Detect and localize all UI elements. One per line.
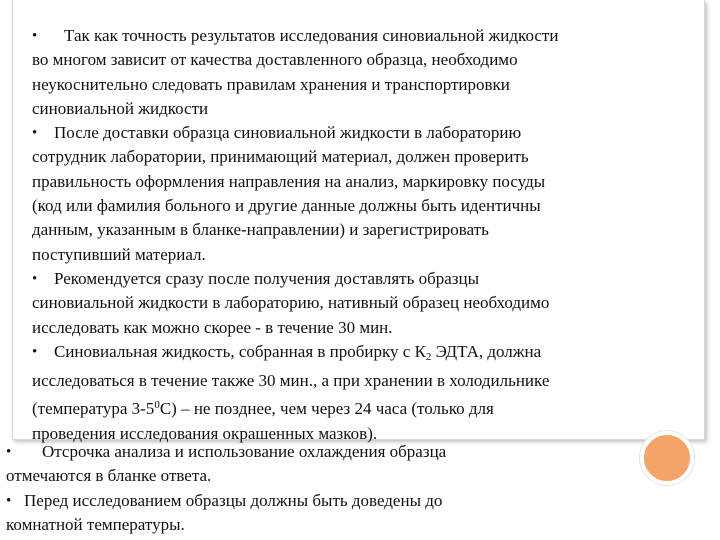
subscript: 2: [425, 350, 432, 363]
decorative-circle: [640, 431, 694, 485]
text-line: отмечаются в бланке ответа.: [6, 466, 212, 486]
text-line: исследовать как можно скорее - в течение 30 мин.: [32, 317, 393, 337]
text-line: данным, указанным в бланке-направлении) и зарегистрировать: [32, 220, 489, 240]
bullet-2: •: [32, 125, 38, 142]
text-line: Отсрочка анализа и использование охлаждения образца: [42, 442, 447, 461]
paragraph-6: [6, 489, 626, 538]
text-line: Перед исследованием образцы должны быть доведены до: [24, 490, 443, 510]
paragraph-3: [32, 267, 672, 340]
text-line: (код или фамилия больного и другие данные должны быть идентичны: [32, 196, 541, 216]
paragraph-4: [32, 340, 672, 446]
text-line: синовиальной жидкости: [32, 98, 209, 118]
slide-content: [32, 24, 672, 446]
paragraph-5: [6, 440, 626, 489]
paragraph-2: [32, 121, 672, 267]
text-line: [32, 393, 672, 421]
text-line: во многом зависит от качества доставленного образца, необходимо: [32, 50, 518, 70]
bullet-6: •: [6, 492, 12, 509]
text-line: поступивший материал.: [32, 244, 206, 264]
text-line: [32, 340, 672, 369]
text-line: комнатной температуры.: [6, 514, 185, 534]
text-line: После доставки образца синовиальной жидкости в лабораторию: [54, 123, 522, 143]
text-segment: (температура 3-5: [32, 399, 155, 419]
overflow-content: [6, 440, 626, 537]
text-line: сотрудник лаборатории, принимающий материал, должен проверить: [32, 147, 529, 167]
text-line: синовиальной жидкости в лабораторию, нативный образец необходимо: [32, 293, 550, 313]
text-line: Рекомендуется сразу после получения доставлять образцы: [54, 268, 479, 288]
bullet-5: •: [6, 444, 12, 460]
text-line: проведения исследования окрашенных мазков).: [32, 423, 378, 443]
bullet-1: •: [32, 28, 38, 44]
bullet-3: •: [32, 270, 38, 287]
text-segment: С) – не позднее, чем через 24 часа (только для: [159, 399, 494, 419]
text-segment: ЭДТА, должна: [431, 341, 542, 361]
text-segment: Синовиальная жидкость, собранная в пробирку с К: [54, 341, 426, 361]
paragraph-1: [32, 24, 672, 121]
bullet-4: •: [32, 343, 38, 360]
text-line: исследоваться в течение также 30 мин., а при хранении в холодильнике: [32, 371, 550, 391]
text-line: неукоснительно следовать правилам хранения и транспортировки: [32, 74, 510, 94]
superscript: 0: [154, 399, 160, 412]
text-line: Так как точность результатов исследования синовиальной жидкости: [64, 26, 559, 45]
text-line: правильность оформления направления на анализ, маркировку посуды: [32, 171, 546, 191]
